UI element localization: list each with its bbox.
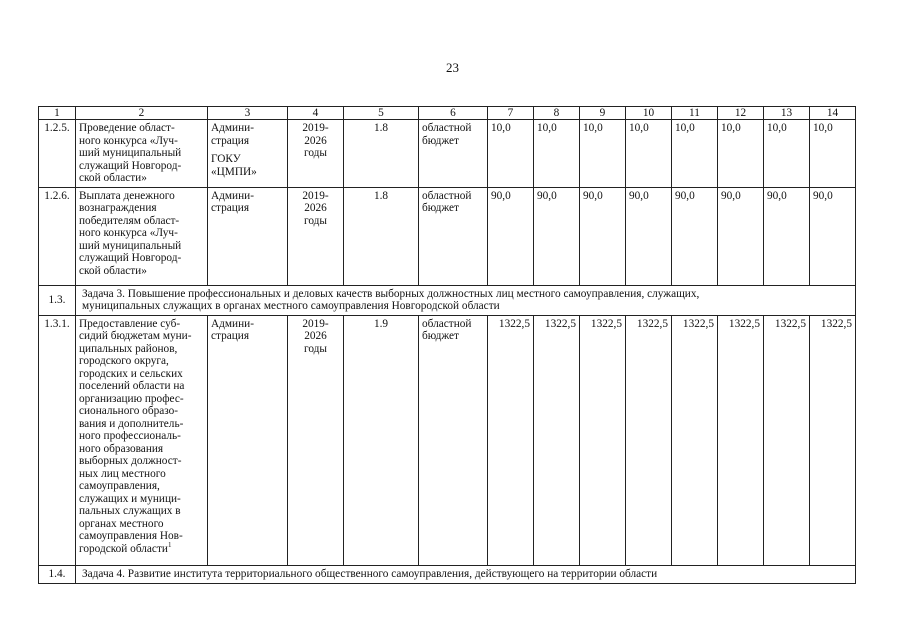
funding-source-text: областной бюджет <box>422 189 472 214</box>
amount-cell: 90,0 <box>534 187 580 285</box>
amount-cell: 10,0 <box>718 120 764 188</box>
header-cell: 4 <box>288 107 344 120</box>
header-cell: 2 <box>76 107 208 120</box>
period-text: 2019- 2026 годы <box>302 189 329 227</box>
measure-name <box>76 315 208 565</box>
executor-line: Админи- страция <box>211 189 254 214</box>
amount-cell: 1322,5 <box>810 315 856 565</box>
measure-name <box>76 187 208 285</box>
executor <box>208 315 288 565</box>
amount-cell: 10,0 <box>580 120 626 188</box>
amount-cell: 10,0 <box>810 120 856 188</box>
amount-cell: 1322,5 <box>764 315 810 565</box>
amount-cell: 90,0 <box>810 187 856 285</box>
measure-name-text: Проведение област- ного конкурса «Луч- ший муниципальный служащий Новгород- ской области» <box>79 122 182 184</box>
header-cell: 13 <box>764 107 810 120</box>
amount-cell: 90,0 <box>488 187 534 285</box>
amount-cell: 10,0 <box>764 120 810 188</box>
task-row <box>39 565 856 583</box>
amount-cell: 90,0 <box>580 187 626 285</box>
period <box>288 315 344 565</box>
amount-cell: 10,0 <box>626 120 672 188</box>
header-cell: 5 <box>344 107 419 120</box>
period-text: 2019- 2026 годы <box>302 317 329 355</box>
header-cell: 6 <box>419 107 488 120</box>
target-indicator: 1.8 <box>344 187 419 285</box>
task-text <box>76 565 856 583</box>
row-number: 1.3.1. <box>39 315 76 565</box>
executor <box>208 120 288 188</box>
target-indicator: 1.9 <box>344 315 419 565</box>
amount-cell: 10,0 <box>534 120 580 188</box>
task-row <box>39 285 856 315</box>
amount-cell: 10,0 <box>488 120 534 188</box>
header-cell: 8 <box>534 107 580 120</box>
task-text-content: Задача 3. Повышение профессиональных и деловых качеств выборных должностных лиц местного самоуправления, служащих, муниципальных служащих в органах местного самоуправления Новгородской области <box>82 287 700 312</box>
executor-line: Админи- страция <box>211 122 254 147</box>
header-cell: 11 <box>672 107 718 120</box>
amount-cell: 1322,5 <box>626 315 672 565</box>
row-number: 1.2.6. <box>39 187 76 285</box>
funding-source <box>419 187 488 285</box>
measure-name-text: Выплата денежного вознаграждения победителям област- ного конкурса «Луч- ший муниципальный служащий Новгород- ской области» <box>79 189 182 277</box>
amount-cell: 90,0 <box>672 187 718 285</box>
executor-line: Админи- страция <box>211 317 254 342</box>
amount-cell: 1322,5 <box>718 315 764 565</box>
period-text: 2019- 2026 годы <box>302 122 329 159</box>
table-row <box>39 120 856 188</box>
task-number: 1.4. <box>39 565 76 583</box>
header-row <box>39 107 856 120</box>
header-cell: 3 <box>208 107 288 120</box>
header-cell: 9 <box>580 107 626 120</box>
amount-cell: 90,0 <box>764 187 810 285</box>
header-cell: 14 <box>810 107 856 120</box>
task-text-content: Задача 4. Развитие института территориального общественного самоуправления, действующего на территории области <box>82 567 658 580</box>
executor-line: ГОКУ «ЦМПИ» <box>211 153 257 178</box>
amount-cell: 1322,5 <box>488 315 534 565</box>
table-row <box>39 187 856 285</box>
funding-source <box>419 315 488 565</box>
amount-cell: 1322,5 <box>580 315 626 565</box>
header-cell: 1 <box>39 107 76 120</box>
funding-source-text: областной бюджет <box>422 122 472 147</box>
program-table <box>38 106 856 584</box>
amount-cell: 1322,5 <box>672 315 718 565</box>
funding-source <box>419 120 488 188</box>
amount-cell: 90,0 <box>718 187 764 285</box>
header-cell: 12 <box>718 107 764 120</box>
task-number: 1.3. <box>39 285 76 315</box>
measure-name <box>76 120 208 188</box>
measure-name-text: Предоставление суб- сидий бюджетам муни- ципальных районов, городского округа, городских и сельских поселений области на организацию профес- сионального образо- вания и дополнитель- ного профессиональ- ного образования выборных должност- ных лиц местного самоуправления, служащих и муници- пальных служащих в органах местного самоуправления Нов- городской области <box>79 317 192 555</box>
amount-cell: 1322,5 <box>534 315 580 565</box>
target-indicator: 1.8 <box>344 120 419 188</box>
row-number: 1.2.5. <box>39 120 76 188</box>
table-row <box>39 315 856 565</box>
page-number: 23 <box>446 60 459 75</box>
period <box>288 187 344 285</box>
amount-cell: 90,0 <box>626 187 672 285</box>
period <box>288 120 344 188</box>
header-cell: 7 <box>488 107 534 120</box>
executor <box>208 187 288 285</box>
funding-source-text: областной бюджет <box>422 317 472 342</box>
footnote-marker: 1 <box>167 540 172 549</box>
task-text <box>76 285 856 315</box>
amount-cell: 10,0 <box>672 120 718 188</box>
header-cell: 10 <box>626 107 672 120</box>
